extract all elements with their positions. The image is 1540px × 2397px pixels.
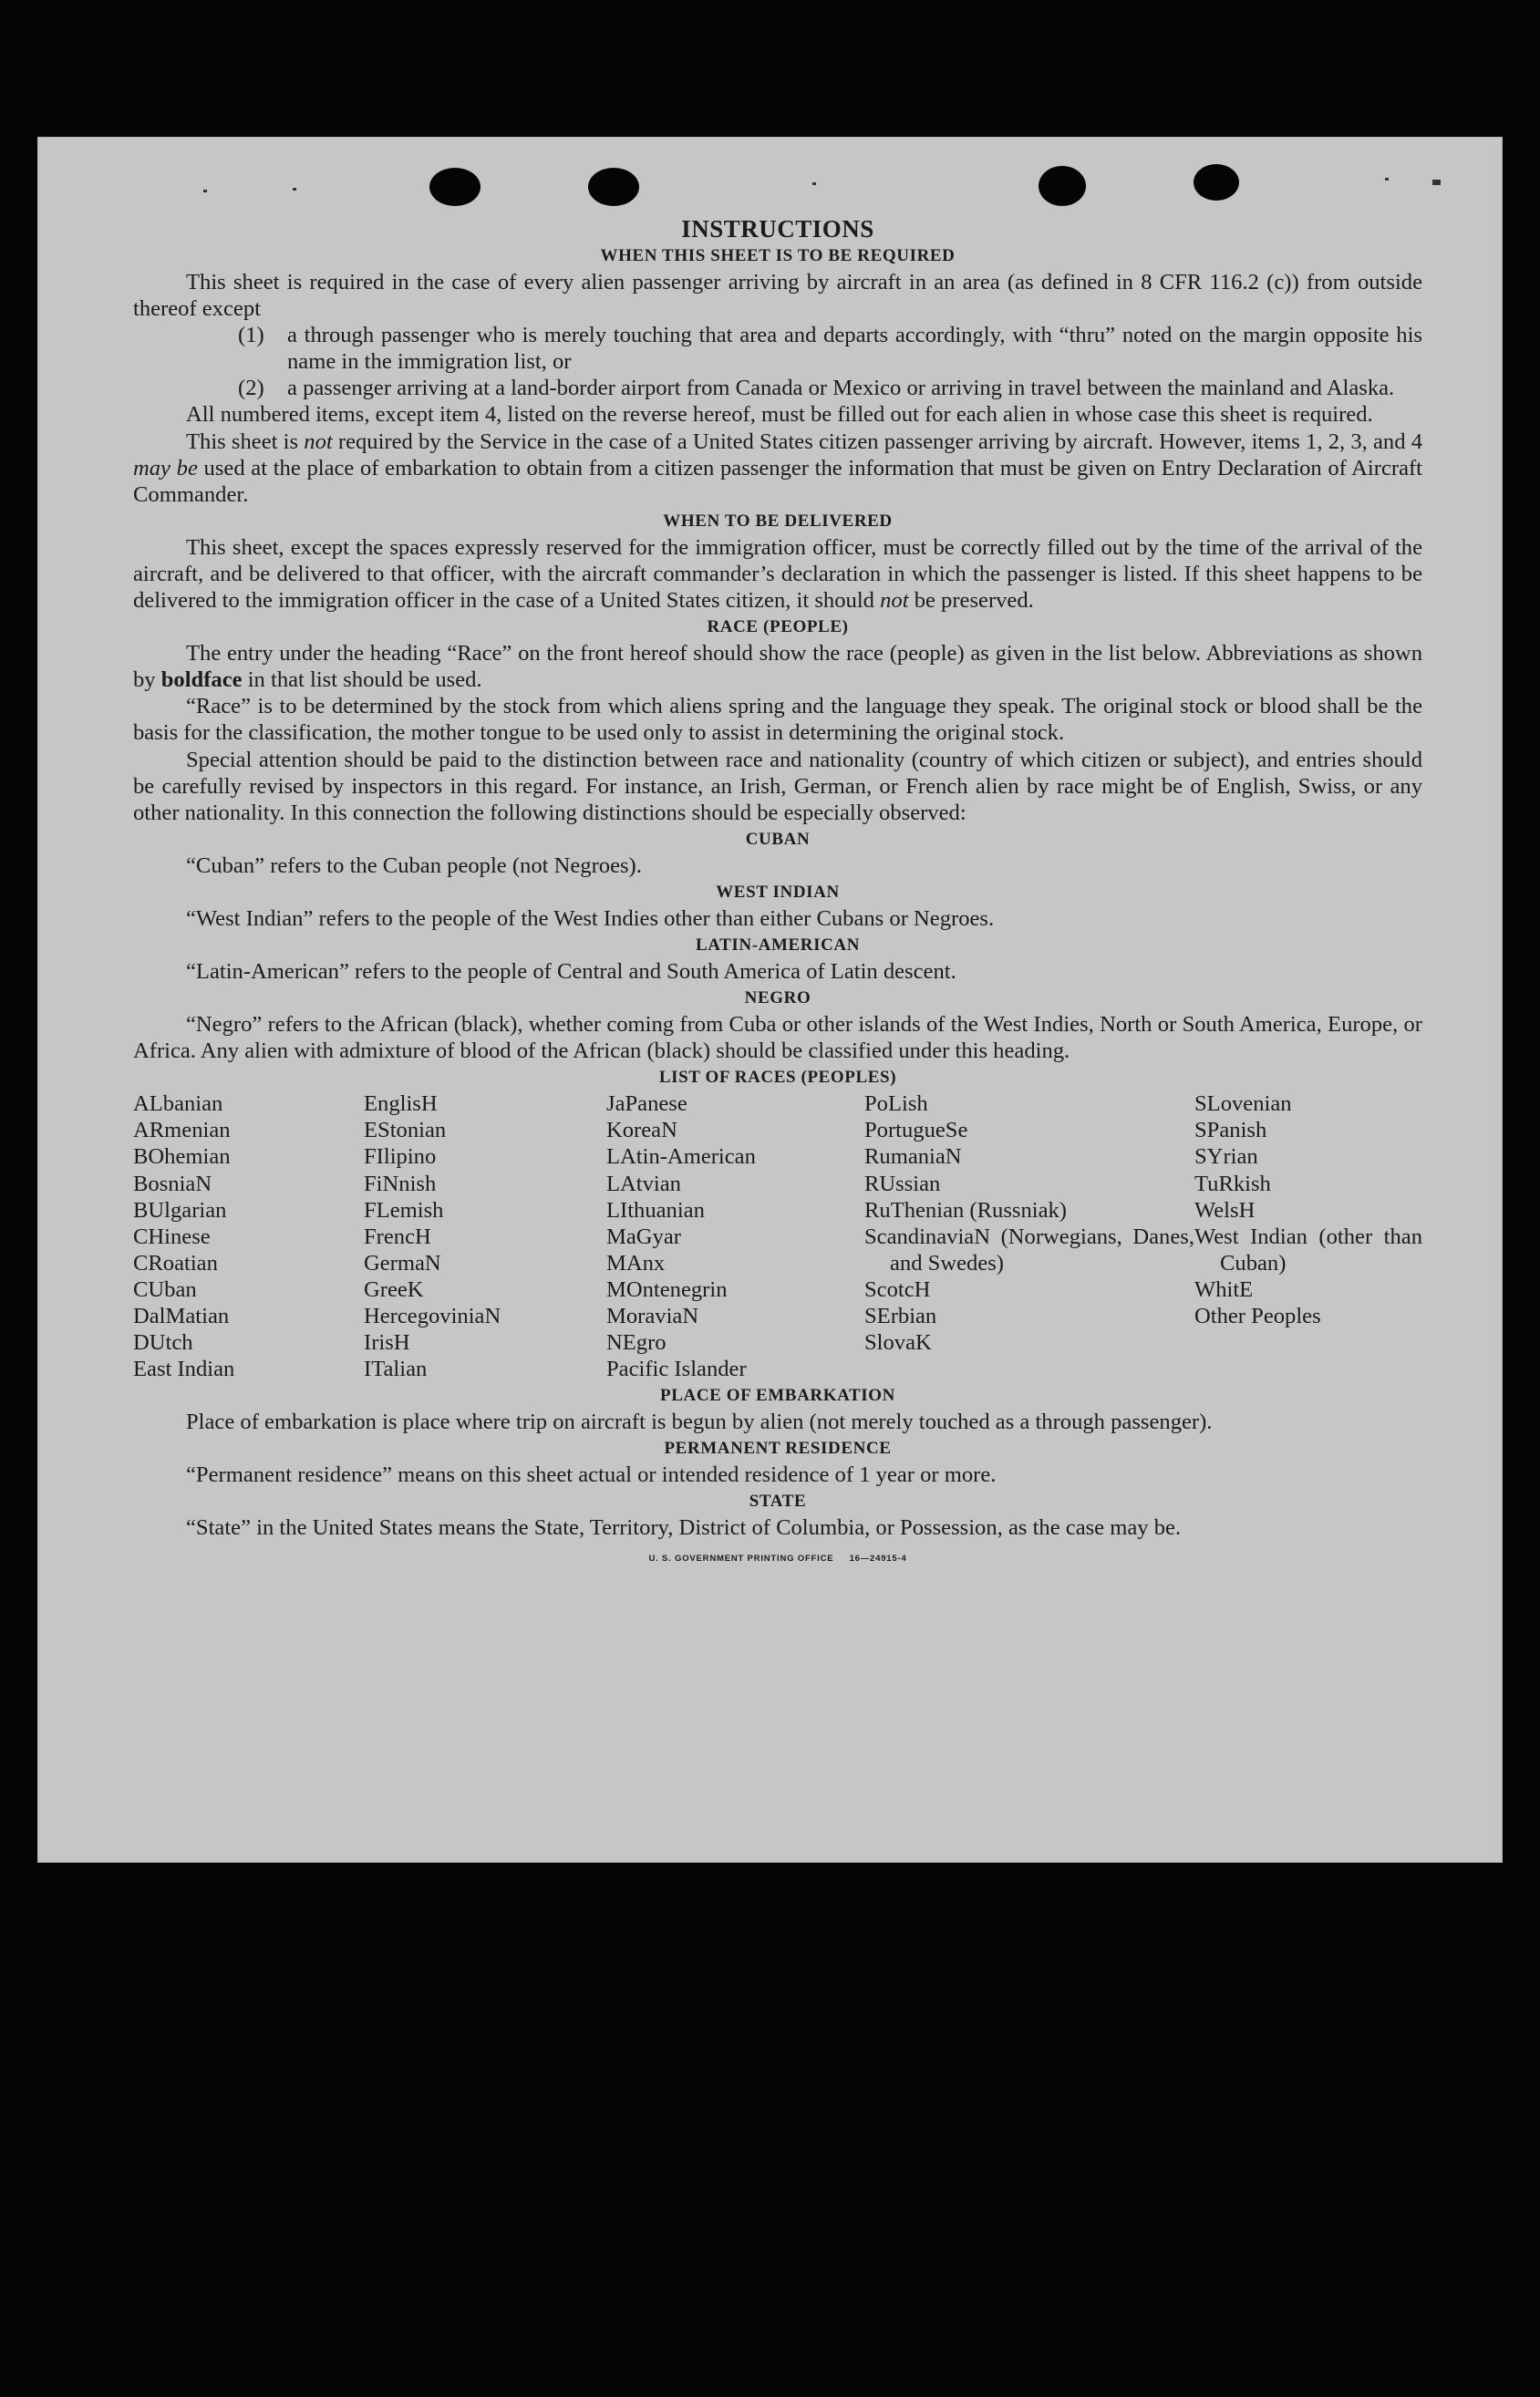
race-entry: DUtch <box>133 1330 193 1356</box>
race-entry: MaGyar <box>606 1224 681 1249</box>
paragraph: “Cuban” refers to the Cuban people (not Negroes). <box>186 852 642 878</box>
section-heading: WHEN TO BE DELIVERED <box>663 511 893 531</box>
item-number: (1) <box>238 323 264 348</box>
paper-speck <box>812 182 816 185</box>
race-entry: CRoatian <box>133 1250 218 1276</box>
race-column <box>864 1090 1194 1382</box>
numbered-item <box>238 375 1422 401</box>
race-entry: BosniaN <box>133 1171 212 1196</box>
race-entry: HercegoviniaN <box>364 1304 501 1328</box>
race-entry: EStonian <box>364 1118 447 1143</box>
paragraph <box>133 534 1422 614</box>
document-sheet <box>37 137 1503 1863</box>
item-text: a through passenger who is merely touching that area and departs accordingly, with “thru” noted on the margin opposite his name in the immigration list, or <box>287 323 1422 375</box>
page-title: INSTRUCTIONS <box>681 215 874 243</box>
race-entry: SYrian <box>1194 1144 1258 1170</box>
race-entry: West Indian (other than Cuban) <box>1194 1224 1422 1276</box>
section-heading: CUBAN <box>745 829 811 849</box>
race-entry: FiNnish <box>364 1171 437 1196</box>
race-entry: LIthuanian <box>606 1197 705 1223</box>
race-entry: Pacific Islander <box>606 1357 747 1382</box>
paragraph <box>133 429 1422 508</box>
race-entry: RumaniaN <box>864 1144 962 1170</box>
punch-hole <box>429 168 481 206</box>
text-run: The entry under the heading “Race” on the front hereof should show the race (people) as given in the list below. Abbreviations as shown by <box>133 641 1422 693</box>
paragraph: “Latin-American” refers to the people of Central and South America of Latin descent. <box>186 958 956 984</box>
race-entry: ScandinaviaN (Norwegians, Danes, and Swedes) <box>864 1224 1194 1276</box>
race-column <box>1194 1090 1422 1382</box>
race-entry: FrencH <box>364 1224 431 1249</box>
race-entry: MOntenegrin <box>606 1276 728 1302</box>
race-list <box>133 1090 1422 1382</box>
section-heading: LATIN-AMERICAN <box>695 935 861 955</box>
paragraph: Place of embarkation is place where trip on aircraft is begun by alien (not merely touched as a through passenger). <box>186 1410 1213 1435</box>
race-entry: BUlgarian <box>133 1197 227 1223</box>
paragraph: “Permanent residence” means on this sheet actual or intended residence of 1 year or more. <box>186 1462 997 1488</box>
section-heading: LIST OF RACES (PEOPLES) <box>658 1068 897 1088</box>
text-run-italic: not <box>880 588 909 614</box>
race-column <box>606 1090 864 1382</box>
race-entry: BOhemian <box>133 1144 231 1170</box>
paragraph: “Race” is to be determined by the stock from which aliens spring and the language they speak. The original stock or blood shall be the basis for the classification, the mother tongue to be used only to assist in determining the original stock. <box>133 694 1422 746</box>
section-heading: PERMANENT RESIDENCE <box>664 1439 892 1459</box>
race-entry: SLovenian <box>1194 1091 1292 1117</box>
paragraph: “Negro” refers to the African (black), whether coming from Cuba or other islands of the West Indies, North or South America, Europe, or Africa. Any alien with admixture of blood of the African (black) should be classified under this heading. <box>133 1012 1422 1064</box>
section-heading: WEST INDIAN <box>716 882 840 902</box>
race-entry: RUssian <box>864 1171 941 1196</box>
instructions-body <box>133 215 1422 1572</box>
race-entry: LAtvian <box>606 1171 681 1196</box>
race-entry: CUban <box>133 1276 197 1302</box>
race-entry: MoraviaN <box>606 1304 699 1328</box>
paper-speck <box>293 188 296 191</box>
race-entry: MAnx <box>606 1250 666 1276</box>
item-number: (2) <box>238 376 264 401</box>
race-entry: FIlipino <box>364 1144 437 1170</box>
punch-hole <box>1039 166 1086 206</box>
race-entry: WhitE <box>1194 1276 1254 1302</box>
race-entry: IrisH <box>364 1330 410 1356</box>
race-column <box>133 1090 364 1382</box>
printer-imprint: U. S. GOVERNMENT PRINTING OFFICE 16—24915-4 <box>648 1553 907 1564</box>
paper-speck <box>203 190 207 192</box>
numbered-item <box>238 322 1422 375</box>
text-run-bold: boldface <box>160 667 243 693</box>
section-heading: RACE (PEOPLE) <box>707 617 849 637</box>
paper-speck <box>1385 178 1389 181</box>
text-run: required by the Service in the case of a United States citizen passenger arriving by aircraft. However, items 1, 2, 3, and 4 <box>332 429 1422 454</box>
paragraph: “State” in the United States means the State, Territory, District of Columbia, or Possession, as the case may be. <box>186 1515 1182 1541</box>
race-entry: CHinese <box>133 1224 211 1249</box>
paragraph <box>133 640 1422 693</box>
section-heading: NEGRO <box>744 988 811 1008</box>
race-entry: DalMatian <box>133 1304 230 1328</box>
text-run: This sheet, except the spaces expressly reserved for the immigration officer, must be correctly filled out by the time of the arrival of the aircraft, and be delivered to that officer, with the aircraft commander’s declaration in which the passenger is listed. If this sheet happens to be delivered to the immigration officer in the case of a United States citizen, it should <box>133 534 1422 614</box>
race-entry: EnglisH <box>364 1091 438 1117</box>
race-entry: Other Peoples <box>1194 1304 1321 1328</box>
race-entry: RuThenian (Russniak) <box>864 1197 1067 1223</box>
punch-hole <box>1194 164 1239 201</box>
section-heading: STATE <box>749 1492 807 1512</box>
race-entry: SlovaK <box>864 1330 932 1356</box>
race-entry: SPanish <box>1194 1118 1267 1143</box>
race-entry: PortugueSe <box>864 1118 968 1143</box>
text-run-italic: may be <box>133 455 198 480</box>
paragraph: Special attention should be paid to the distinction between race and nationality (country of which citizen or subject), and entries should be carefully revised by inspectors in this regard. For instance, an Irish, German, or French alien by race might be of English, Swiss, or any other nationality. In this connection the following distinctions should be especially observed: <box>133 747 1422 825</box>
paper-speck <box>1432 180 1441 185</box>
section-heading: PLACE OF EMBARKATION <box>660 1386 895 1406</box>
race-entry: ALbanian <box>133 1091 223 1117</box>
race-entry: PoLish <box>864 1091 928 1117</box>
race-entry: JaPanese <box>606 1091 687 1117</box>
text-run: used at the place of embarkation to obtain from a citizen passenger the information that must be given on Entry Declaration of Aircraft Commander. <box>133 455 1423 507</box>
race-entry: GreeK <box>364 1276 424 1302</box>
race-entry: FLemish <box>364 1197 444 1223</box>
race-entry: ScotcH <box>864 1276 931 1302</box>
race-entry: NEgro <box>606 1330 667 1356</box>
race-column <box>364 1090 606 1382</box>
race-entry: LAtin-American <box>606 1144 756 1170</box>
paragraph: “West Indian” refers to the people of the West Indies other than either Cubans or Negroes. <box>186 905 995 931</box>
text-run: be preserved. <box>908 588 1034 614</box>
race-entry: ITalian <box>364 1357 428 1382</box>
text-run: in that list should be used. <box>242 667 482 693</box>
paragraph: This sheet is required in the case of every alien passenger arriving by aircraft in an area (as defined in 8 CFR 116.2 (c)) from outside thereof except <box>133 270 1422 322</box>
race-entry: KoreaN <box>606 1118 677 1143</box>
race-entry: WelsH <box>1194 1197 1256 1223</box>
race-entry: ARmenian <box>133 1118 231 1143</box>
race-entry: TuRkish <box>1194 1171 1271 1196</box>
text-run: This sheet is <box>186 429 305 454</box>
punch-hole <box>588 168 639 206</box>
paragraph: All numbered items, except item 4, listed on the reverse hereof, must be filled out for each alien in whose case this sheet is required. <box>186 402 1373 428</box>
race-entry: GermaN <box>364 1250 441 1276</box>
text-run-italic: not <box>304 429 333 454</box>
race-entry: East Indian <box>133 1357 235 1382</box>
section-heading: WHEN THIS SHEET IS TO BE REQUIRED <box>600 246 956 265</box>
race-entry: SErbian <box>864 1304 937 1328</box>
item-text: a passenger arriving at a land-border airport from Canada or Mexico or arriving in travel between the mainland and Alaska. <box>287 376 1395 401</box>
